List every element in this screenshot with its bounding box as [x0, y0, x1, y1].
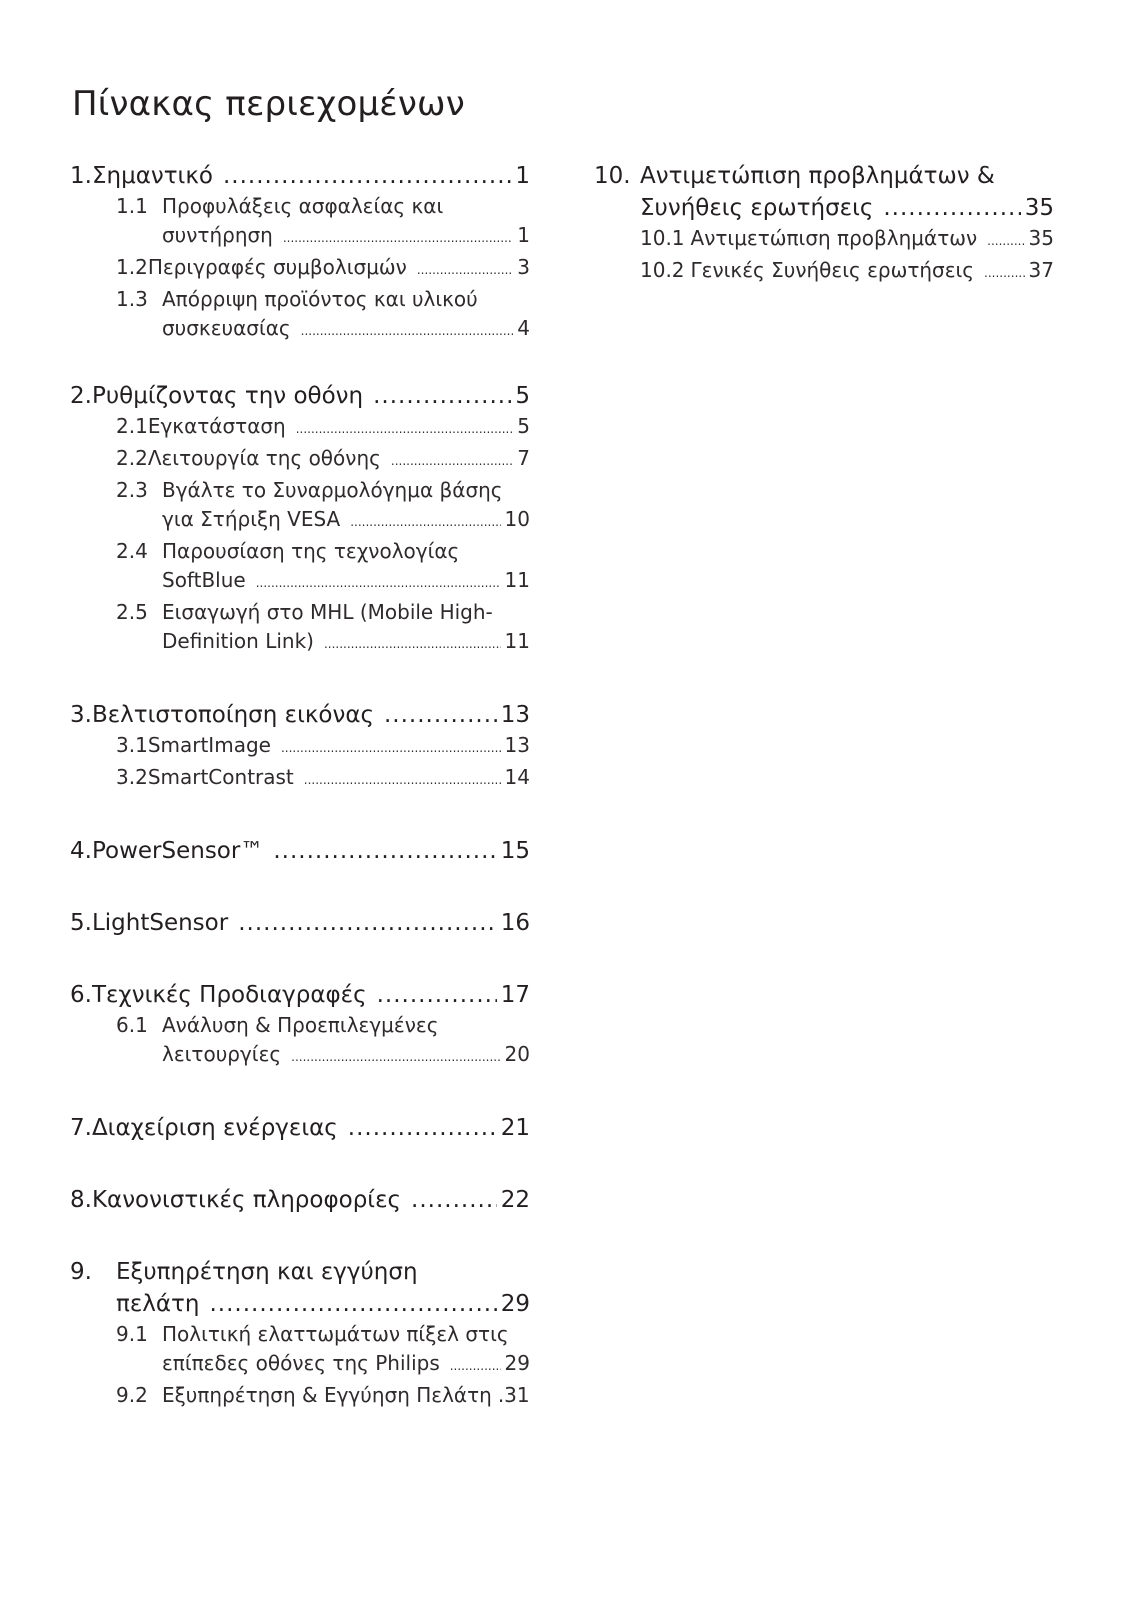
page-number: 11 [504, 629, 530, 653]
entry-title: Λειτουργία της οθόνης [147, 446, 381, 470]
entry-title: Αντιμετώπιση προβλημάτων [690, 226, 978, 250]
toc-section-6 [70, 979, 530, 1072]
entry-number: 1.2 [116, 255, 148, 279]
toc-entry-9-2[interactable] [70, 1381, 530, 1410]
toc-entry-1-3-cont[interactable] [70, 314, 530, 346]
toc-section-4 [70, 835, 530, 867]
toc-entry-2-5-cont[interactable] [70, 627, 530, 659]
entry-number: 8. [70, 1187, 92, 1213]
entry-title: Ρυθμίζοντας την οθόνη [91, 383, 364, 409]
entry-title-line1: Προφυλάξεις ασφαλείας και [162, 194, 444, 218]
entry-title-line2: SoftBlue [162, 568, 246, 592]
entry-number: 10. [594, 163, 631, 189]
toc-entry-3-2[interactable] [70, 763, 530, 795]
entry-title-line1: Παρουσίαση της τεχνολογίας [162, 539, 460, 563]
entry-number: 10.2 [640, 258, 685, 282]
entry-number: 5. [70, 910, 92, 936]
dot-leader [384, 699, 497, 731]
toc-entry-9-cont[interactable] [70, 1288, 530, 1320]
page-number: 29 [504, 1351, 530, 1375]
entry-number: 2.5 [116, 600, 148, 624]
dot-leader [281, 734, 501, 763]
entry-number: 2.2 [116, 446, 148, 470]
entry-title: Εξυπηρέτηση & Εγγύηση Πελάτη [162, 1383, 492, 1407]
page-number: 1 [515, 163, 530, 189]
page-number: 4 [517, 316, 530, 340]
page-title: Πίνακας περιεχομένων [72, 84, 465, 124]
entry-title-line1: Ανάλυση & Προεπιλεγμένες [162, 1013, 439, 1037]
dot-leader [304, 766, 501, 795]
toc-entry-6-1-cont[interactable] [70, 1040, 530, 1072]
entry-number: 2. [70, 383, 92, 409]
page-number: 14 [504, 765, 530, 789]
dot-leader [348, 1112, 497, 1144]
toc-entry-6[interactable] [70, 979, 530, 1011]
entry-title: Τεχνικές Προδιαγραφές [91, 982, 367, 1008]
toc-entry-2[interactable] [70, 380, 530, 412]
toc-entry-2-3[interactable] [70, 476, 530, 505]
entry-title-line2: επίπεδες οθόνες της Philips [162, 1351, 440, 1375]
entry-title-line1: Απόρριψη προϊόντος και υλικού [162, 287, 478, 311]
toc-entry-10[interactable] [594, 160, 1054, 192]
entry-number: 9. [70, 1259, 92, 1285]
toc-entry-3-1[interactable] [70, 731, 530, 763]
toc-entry-2-4-cont[interactable] [70, 566, 530, 598]
toc-entry-8[interactable] [70, 1184, 530, 1216]
entry-title: SmartImage [147, 733, 271, 757]
toc-section-10 [594, 160, 1054, 288]
toc-section-2 [70, 380, 530, 659]
toc-section-3 [70, 699, 530, 795]
page-number: .31 [497, 1383, 530, 1407]
entry-title-line2: συντήρηση [162, 223, 273, 247]
toc-entry-1-1-cont[interactable] [70, 221, 530, 253]
entry-number: 9.2 [116, 1383, 148, 1407]
entry-number: 1.1 [116, 194, 148, 218]
entry-number: 1.3 [116, 287, 148, 311]
entry-number: 2.3 [116, 478, 148, 502]
dot-leader [350, 508, 500, 537]
toc-entry-10-2[interactable] [594, 256, 1054, 288]
dot-leader [296, 415, 514, 444]
dot-leader [391, 447, 513, 476]
page-number: 10 [504, 507, 530, 531]
toc-entry-3[interactable] [70, 699, 530, 731]
dot-leader [301, 317, 514, 346]
page-number: 21 [500, 1115, 530, 1141]
dot-leader [238, 907, 497, 939]
toc-entry-1-1[interactable] [70, 192, 530, 221]
toc-left-column [70, 160, 530, 1450]
page-number: 20 [504, 1042, 530, 1066]
entry-number: 4. [70, 838, 92, 864]
page-number: 7 [517, 446, 530, 470]
dot-leader [377, 979, 497, 1011]
toc-section-1 [70, 160, 530, 346]
page-number: 29 [500, 1291, 530, 1317]
entry-number: 6.1 [116, 1013, 148, 1037]
entry-title: LightSensor [91, 910, 229, 936]
toc-section-9 [70, 1256, 530, 1410]
dot-leader [283, 224, 513, 253]
entry-title-line2: Συνήθεις ερωτήσεις [640, 195, 874, 221]
toc-entry-2-3-cont[interactable] [70, 505, 530, 537]
toc-entry-10-1[interactable] [594, 224, 1054, 256]
toc-section-8 [70, 1184, 530, 1216]
entry-title-line1: Πολιτική ελαττωμάτων πίξελ στις [162, 1322, 509, 1346]
entry-title-line1: Αντιμετώπιση προβλημάτων & [640, 163, 995, 189]
entry-number: 3.2 [116, 765, 148, 789]
page-number: 37 [1028, 258, 1054, 282]
dot-leader [411, 1184, 497, 1216]
dot-leader [883, 192, 1020, 224]
page-number: 11 [504, 568, 530, 592]
entry-title: Βελτιστοποίηση εικόνας [91, 702, 374, 728]
toc-entry-7[interactable] [70, 1112, 530, 1144]
entry-title-line2: συσκευασίας [162, 316, 291, 340]
toc-entry-10-cont[interactable] [594, 192, 1054, 224]
page-number: 5 [517, 414, 530, 438]
entry-title-line2: λειτουργίες [162, 1042, 282, 1066]
toc-entry-4[interactable] [70, 835, 530, 867]
toc-entry-2-2[interactable] [70, 444, 530, 476]
entry-title-line2: πελάτη [116, 1291, 200, 1317]
entry-title-line1: Βγάλτε το Συναρμολόγημα βάσης [162, 478, 503, 502]
entry-title: Εγκατάσταση [147, 414, 286, 438]
dot-leader [291, 1043, 500, 1072]
entry-title-line2: για Στήριξη VESA [162, 507, 341, 531]
page-number: 35 [1028, 226, 1054, 250]
page-number: 13 [500, 702, 530, 728]
toc-entry-1-2[interactable] [70, 253, 530, 285]
toc-entry-9-1-cont[interactable] [70, 1349, 530, 1381]
dot-leader [417, 256, 513, 285]
toc-entry-2-4[interactable] [70, 537, 530, 566]
entry-number: 6. [70, 982, 92, 1008]
entry-title: Γενικές Συνήθεις ερωτήσεις [690, 258, 975, 282]
entry-title-line2: Definition Link) [162, 629, 314, 653]
dot-leader [987, 227, 1024, 256]
entry-number: 3. [70, 702, 92, 728]
page-number: 3 [517, 255, 530, 279]
entry-title: SmartContrast [147, 765, 294, 789]
entry-title: PowerSensor™ [91, 838, 264, 864]
toc-entry-6-1[interactable] [70, 1011, 530, 1040]
page-number: 1 [517, 223, 530, 247]
dot-leader [223, 160, 511, 192]
entry-title-line1: Εισαγωγή στο MHL (Mobile High- [162, 600, 493, 624]
dot-leader [209, 1288, 496, 1320]
entry-title-line1: Εξυπηρέτηση και εγγύηση [116, 1259, 418, 1285]
entry-title: Σημαντικό [91, 163, 213, 189]
page-number: 16 [500, 910, 530, 936]
toc-entry-9[interactable] [70, 1256, 530, 1288]
entry-number: 3.1 [116, 733, 148, 757]
dot-leader [373, 380, 511, 412]
entry-number: 1. [70, 163, 92, 189]
dot-leader [273, 835, 496, 867]
entry-number: 2.1 [116, 414, 148, 438]
toc-section-7 [70, 1112, 530, 1144]
page-number: 15 [500, 838, 530, 864]
page-number: 22 [500, 1187, 530, 1213]
page-number: 17 [500, 982, 530, 1008]
dot-leader [450, 1352, 501, 1381]
toc-entry-5[interactable] [70, 907, 530, 939]
entry-title: Κανονιστικές πληροφορίες [91, 1187, 402, 1213]
toc-entry-2-5[interactable] [70, 598, 530, 627]
toc-entry-1[interactable] [70, 160, 530, 192]
dot-leader [984, 259, 1025, 288]
page-number: 35 [1024, 195, 1054, 221]
dot-leader [256, 569, 501, 598]
entry-number: 10.1 [640, 226, 685, 250]
dot-leader [324, 630, 501, 659]
entry-title: Διαχείριση ενέργειας [91, 1115, 338, 1141]
entry-number: 7. [70, 1115, 92, 1141]
page-number: 13 [504, 733, 530, 757]
page-number: 5 [515, 383, 530, 409]
toc-entry-1-3[interactable] [70, 285, 530, 314]
toc-section-5 [70, 907, 530, 939]
toc-entry-2-1[interactable] [70, 412, 530, 444]
entry-number: 9.1 [116, 1322, 148, 1346]
entry-number: 2.4 [116, 539, 148, 563]
entry-title: Περιγραφές συμβολισμών [147, 255, 407, 279]
toc-right-column [594, 160, 1054, 328]
toc-entry-9-1[interactable] [70, 1320, 530, 1349]
